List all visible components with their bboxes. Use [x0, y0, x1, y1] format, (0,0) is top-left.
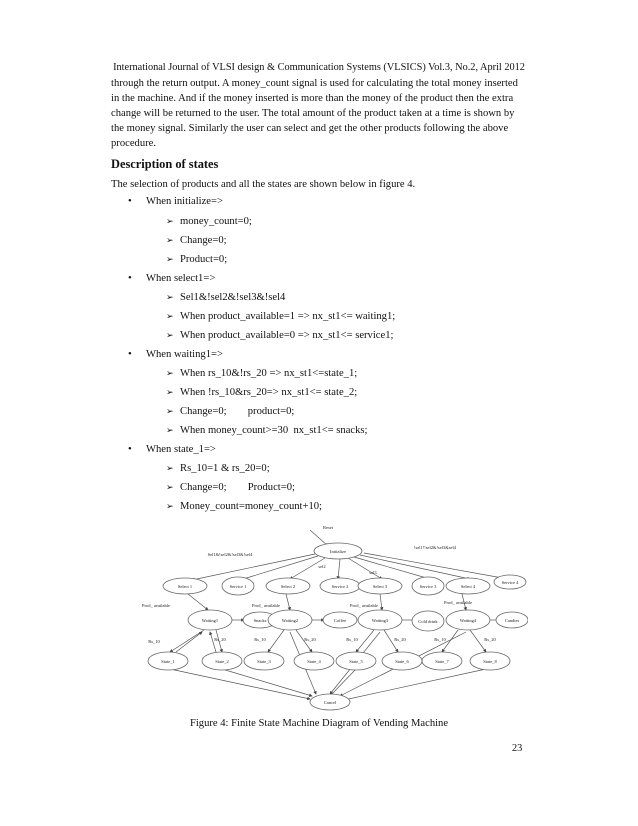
sub-item — [166, 387, 357, 398]
arrow-bullet-icon: ➢ — [166, 330, 174, 340]
edge-label-rs20c: Rs_20 — [394, 637, 406, 642]
state-item — [128, 196, 223, 207]
bullet-icon: • — [128, 444, 132, 455]
node-state1-label: State_1 — [161, 659, 175, 664]
edge-label-sel4: !sel1!!sel2&!sel3&sel4 — [414, 545, 456, 550]
edge-label-prod2: Prod_ available — [251, 603, 281, 608]
edge-label-prod3: Prod_ available — [349, 603, 379, 608]
sub-item — [166, 330, 393, 341]
edge-label-prod1: Prod_ available — [141, 603, 171, 608]
state-label: When waiting1=> — [146, 349, 223, 360]
sub-item-text: money_count=0; — [180, 216, 252, 227]
sub-item-text: When !rs_10&rs_20=> nx_st1<= state_2; — [180, 387, 358, 398]
arrow-bullet-icon: ➢ — [166, 368, 174, 378]
edge-label-rs10c: Rs_10 — [346, 637, 358, 642]
sub-item — [166, 501, 322, 512]
node-initialize-label: Initialize — [330, 549, 346, 554]
sub-item-text: Change=0; Product=0; — [180, 482, 295, 493]
arrow-bullet-icon: ➢ — [166, 254, 174, 264]
sub-item — [166, 216, 252, 227]
node-waiting3-label: Waiting3 — [371, 618, 389, 623]
arrow-bullet-icon: ➢ — [166, 406, 174, 416]
fsm-diagram — [130, 524, 528, 714]
edge-label-sel2: sel2 — [318, 564, 326, 569]
page-number: 23 — [512, 743, 523, 754]
journal-header: International Journal of VLSI design & Communication Systems (VLSICS) Vol.3, No.2, April 2012 — [113, 62, 525, 73]
section-heading: Description of states — [111, 157, 219, 171]
node-service2-label: Service 2 — [331, 584, 349, 589]
paragraph-line: procedure. — [111, 138, 156, 149]
sub-item — [166, 425, 368, 436]
paragraph-line: in the machine. And if the money inserted is more than the money of the product then the extra — [111, 93, 514, 104]
edge-label-rs20d: Rs_20 — [484, 637, 496, 642]
sub-item — [166, 482, 295, 493]
state-item — [128, 444, 216, 455]
bullet-icon: • — [128, 349, 132, 360]
arrow-bullet-icon: ➢ — [166, 463, 174, 473]
sub-item-text: When money_count>=30 nx_st1<= snacks; — [180, 425, 368, 436]
arrow-bullet-icon: ➢ — [166, 292, 174, 302]
edge-label-prod4: Prod_ available — [443, 600, 473, 605]
state-item — [128, 349, 223, 360]
node-waiting1-label: Waiting1 — [201, 618, 219, 623]
edge-label-rs10b: Rs_10 — [254, 637, 266, 642]
node-state5-label: State_5 — [349, 659, 363, 664]
sub-item-text: Sel1&!sel2&!sel3&!sel4 — [180, 292, 286, 303]
sub-item-text: When product_available=0 => nx_st1<= service1; — [180, 330, 394, 341]
node-select1-label: Select 1 — [177, 584, 193, 589]
sub-item-text: When rs_10&!rs_20 => nx_st1<=state_1; — [180, 368, 358, 379]
node-state7-label: State_7 — [435, 659, 449, 664]
node-state8-label: State_8 — [483, 659, 497, 664]
edge-label-rs20b: Rs_20 — [304, 637, 316, 642]
sub-item-text: Change=0; — [180, 235, 227, 246]
state-label: When select1=> — [146, 273, 216, 284]
paragraph-line: the money signal. Similarly the user can select and get the other products following the above — [111, 123, 509, 134]
node-colddrink-label: Cold drink — [418, 619, 438, 624]
edge-label-rs10d: Rs_10 — [434, 637, 446, 642]
state-item — [128, 273, 215, 284]
sub-item-text: Rs_10=1 & rs_20=0; — [180, 463, 270, 474]
sub-item-text: When product_available=1 => nx_st1<= waiting1; — [180, 311, 396, 322]
intro-text: The selection of products and all the states are shown below in figure 4. — [111, 179, 416, 190]
edge-label-sel1: Sel1&!sel2&!sel3&!sel4 — [207, 552, 253, 557]
node-waiting4-label: Waiting4 — [459, 618, 477, 623]
sub-item — [166, 254, 227, 265]
node-state2-label: State_2 — [215, 659, 229, 664]
node-service1-label: Service 1 — [229, 584, 247, 589]
state-label: When state_1=> — [146, 444, 216, 455]
node-state3-label: State_3 — [257, 659, 271, 664]
arrow-bullet-icon: ➢ — [166, 235, 174, 245]
paragraph-line: change will be returned to the user. The total amount of the product taken at a time is shown by — [111, 108, 515, 119]
edge-label-rs20a: Rs_20 — [214, 637, 226, 642]
node-snacks-label: Snacks — [253, 618, 267, 623]
node-select4-label: Select 4 — [460, 584, 476, 589]
sub-item — [166, 406, 294, 417]
arrow-bullet-icon: ➢ — [166, 216, 174, 226]
sub-item-text: Product=0; — [180, 254, 228, 265]
edge-label-rs10a: Rs_10 — [148, 639, 160, 644]
node-coffee-label: Coffee — [333, 618, 347, 623]
arrow-bullet-icon: ➢ — [166, 387, 174, 397]
sub-item — [166, 368, 357, 379]
edge-label-sel3: sel3 — [369, 570, 377, 575]
figure-caption: Figure 4: Finite State Machine Diagram of Vending Machine — [189, 718, 449, 729]
arrow-bullet-icon: ➢ — [166, 425, 174, 435]
sub-item — [166, 292, 285, 303]
sub-item — [166, 463, 270, 474]
sub-item — [166, 311, 395, 322]
node-service4-label: Service 4 — [501, 580, 519, 585]
arrow-bullet-icon: ➢ — [166, 501, 174, 511]
sub-item-text: Money_count=money_count+10; — [180, 501, 322, 512]
sub-item-text: Change=0; product=0; — [180, 406, 295, 417]
node-service3-label: Service 3 — [419, 584, 437, 589]
paragraph-line: through the return output. A money_count signal is used for calculating the total money inserted — [111, 78, 518, 89]
arrow-bullet-icon: ➢ — [166, 311, 174, 321]
arrow-bullet-icon: ➢ — [166, 482, 174, 492]
node-state6-label: State_6 — [395, 659, 409, 664]
node-waiting2-label: Waiting2 — [281, 618, 299, 623]
node-candies-label: Candies — [504, 618, 520, 623]
bullet-icon: • — [128, 273, 132, 284]
body-paragraph — [111, 76, 532, 151]
node-select2-label: Select 2 — [280, 584, 296, 589]
bullet-icon: • — [128, 196, 132, 207]
state-label: When initialize=> — [146, 196, 223, 207]
node-state4-label: State_4 — [307, 659, 321, 664]
node-cancel-label: Cancel — [323, 700, 337, 705]
label-reset: Reset — [323, 525, 333, 530]
sub-item — [166, 235, 227, 246]
node-select3-label: Select 3 — [372, 584, 388, 589]
